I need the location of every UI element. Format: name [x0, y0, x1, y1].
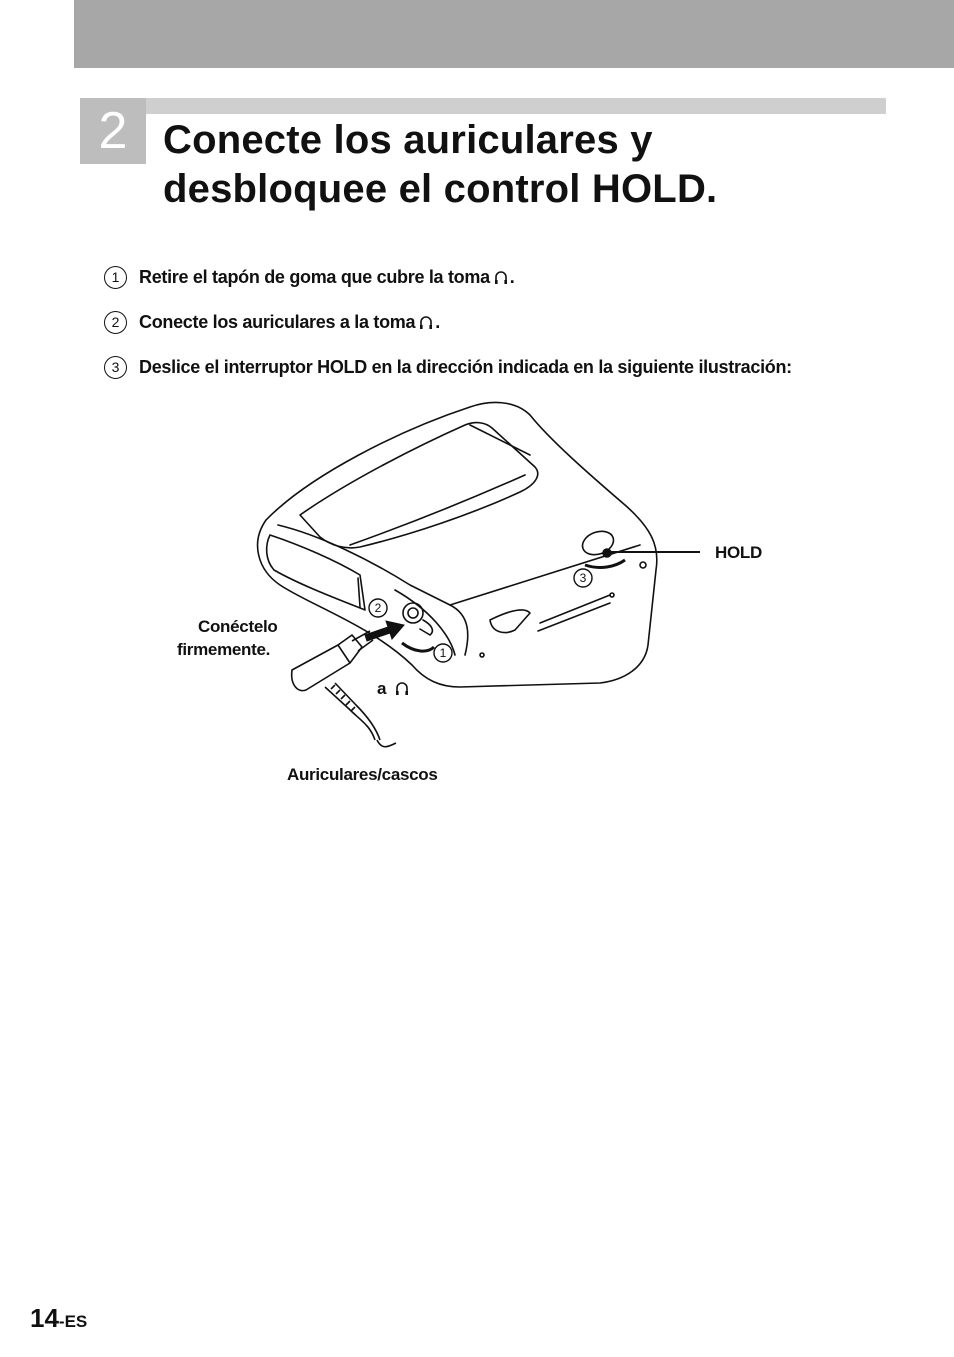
headphones-icon: [395, 681, 409, 696]
step-number: 1: [104, 266, 127, 289]
step-text: Conecte los auriculares a la toma .: [139, 312, 440, 332]
step-item: [104, 311, 792, 334]
page-title: [163, 116, 717, 214]
header-band: [74, 0, 954, 68]
title-line-2: desbloquee el control HOLD.: [163, 167, 718, 211]
page-number: 14-ES: [30, 1303, 88, 1333]
headphones-label: Auriculares/cascos: [287, 765, 438, 784]
step-rule: [146, 98, 886, 114]
device-body: [258, 402, 657, 687]
step-item: [104, 356, 792, 379]
step-text: Retire el tapón de goma que cubre la toma .: [139, 267, 515, 287]
end-panel: [267, 535, 365, 610]
connect-label-line2: firmemente.: [177, 640, 271, 659]
side-switch: [490, 610, 530, 633]
step-item: [104, 266, 792, 289]
step-number-box: 2: [80, 98, 146, 164]
connect-label-line1: Conéctelo: [198, 617, 278, 636]
jack-label: a: [377, 679, 411, 699]
headphones-icon: [419, 315, 433, 330]
headphones-icon: [494, 270, 508, 285]
title-line-1: Conecte los auriculares y: [163, 118, 653, 162]
hold-label: HOLD: [715, 543, 762, 562]
step-number: 3: [104, 356, 127, 379]
svg-text:1: 1: [439, 646, 447, 660]
svg-text:3: 3: [579, 571, 587, 585]
arrow-1: [402, 643, 434, 651]
step-number: 2: [104, 311, 127, 334]
arrow-2: [365, 621, 404, 641]
step-text: Deslice el interruptor HOLD en la dirección indicada en la siguiente ilustración:: [139, 357, 792, 377]
headphone-jack: [403, 603, 423, 623]
svg-text:2: 2: [374, 601, 382, 615]
device-illustration: [170, 395, 790, 795]
step-list: [104, 266, 792, 401]
